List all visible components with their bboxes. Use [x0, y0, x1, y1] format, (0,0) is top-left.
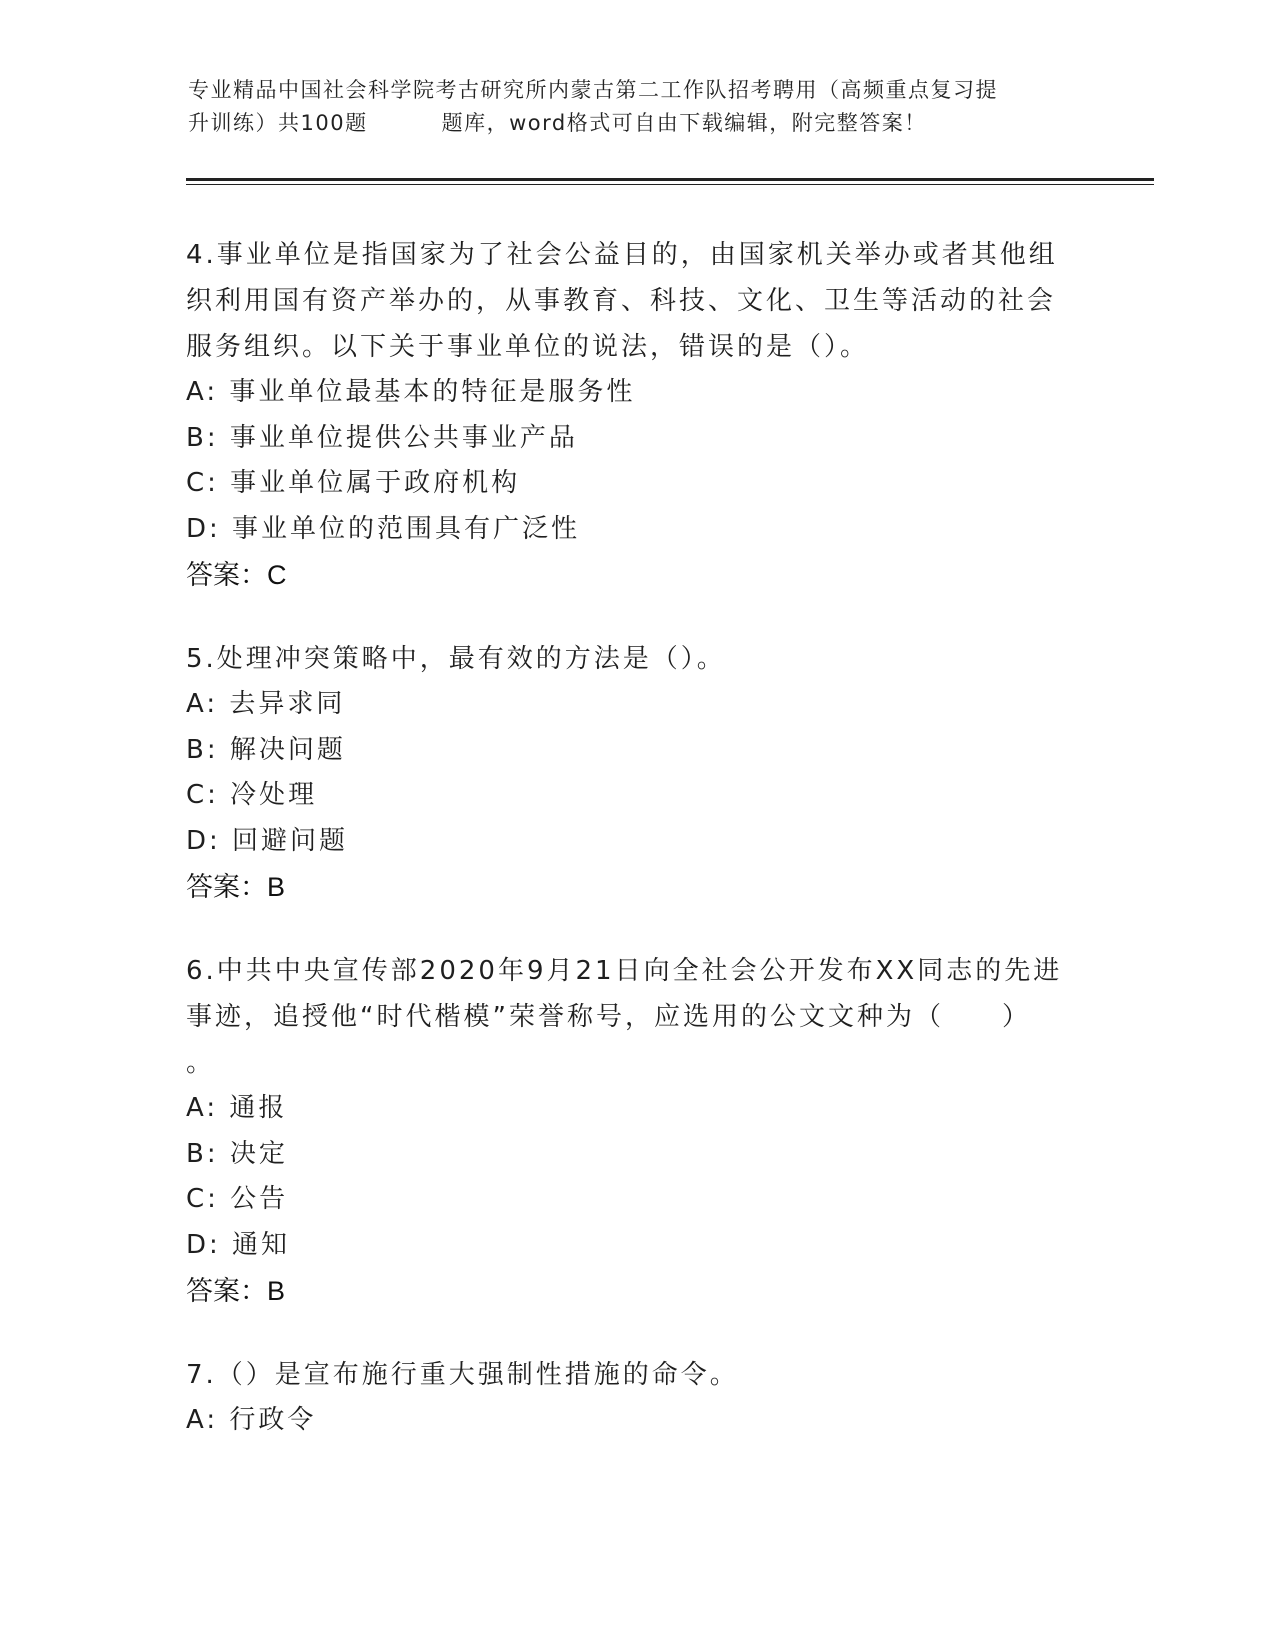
option-d: D: 事业单位的范围具有广泛性 — [186, 513, 581, 544]
question-stem: 7.（）是宣布施行重大强制性措施的命令。 — [186, 1360, 739, 1390]
option-a: A: 行政令 — [186, 1405, 317, 1435]
document-header — [188, 74, 1088, 140]
header-title-line-2-left: 升训练）共100题 — [188, 111, 368, 135]
question-stem: 4.事业单位是指国家为了社会公益目的，由国家机关举办或者其他组 织利用国有资产举办的，从事教育、科技、文化、卫生等活动的社会 服务组织。以下关于事业单位的说法，错误的是（）。 — [186, 240, 1058, 362]
option-d: D: 通知 — [186, 1229, 291, 1260]
option-c: C: 冷处理 — [186, 780, 318, 810]
option-c: C: 事业单位属于政府机构 — [186, 468, 521, 498]
question-stem: 5.处理冲突策略中，最有效的方法是（）。 — [186, 644, 726, 674]
option-a: A: 去异求同 — [186, 689, 346, 719]
answer-line: 答案：C — [186, 560, 287, 590]
question-stem: 6.中共中央宣传部2020年9月21日向全社会公开发布XX同志的先进 事迹，追授他“时代楷模”荣誉称号，应选用的公文文种为（ ） 。 — [186, 956, 1063, 1078]
option-b: B: 事业单位提供公共事业产品 — [186, 422, 578, 453]
header-title-line-2-right: 题库，word格式可自由下载编辑，附完整答案！ — [441, 111, 927, 135]
option-c: C: 公告 — [186, 1184, 289, 1214]
option-a: A: 通报 — [186, 1093, 288, 1123]
question-6 — [186, 948, 1086, 1314]
question-5 — [186, 636, 1086, 910]
question-4 — [186, 232, 1086, 598]
header-title-line-1: 专业精品中国社会科学院考古研究所内蒙古第二工作队招考聘用（高频重点复习提 — [188, 78, 998, 102]
answer-line: 答案：B — [186, 1276, 286, 1306]
option-b: B: 决定 — [186, 1138, 288, 1169]
option-d: D: 回避问题 — [186, 825, 349, 856]
header-rule-thin — [186, 184, 1154, 185]
question-list — [186, 232, 1086, 1482]
answer-line: 答案：B — [186, 872, 286, 902]
option-b: B: 解决问题 — [186, 734, 346, 765]
header-rule-thick — [186, 178, 1154, 181]
option-a: A: 事业单位最基本的特征是服务性 — [186, 377, 636, 407]
question-7 — [186, 1352, 1086, 1444]
header-title-line-2 — [188, 107, 1088, 140]
